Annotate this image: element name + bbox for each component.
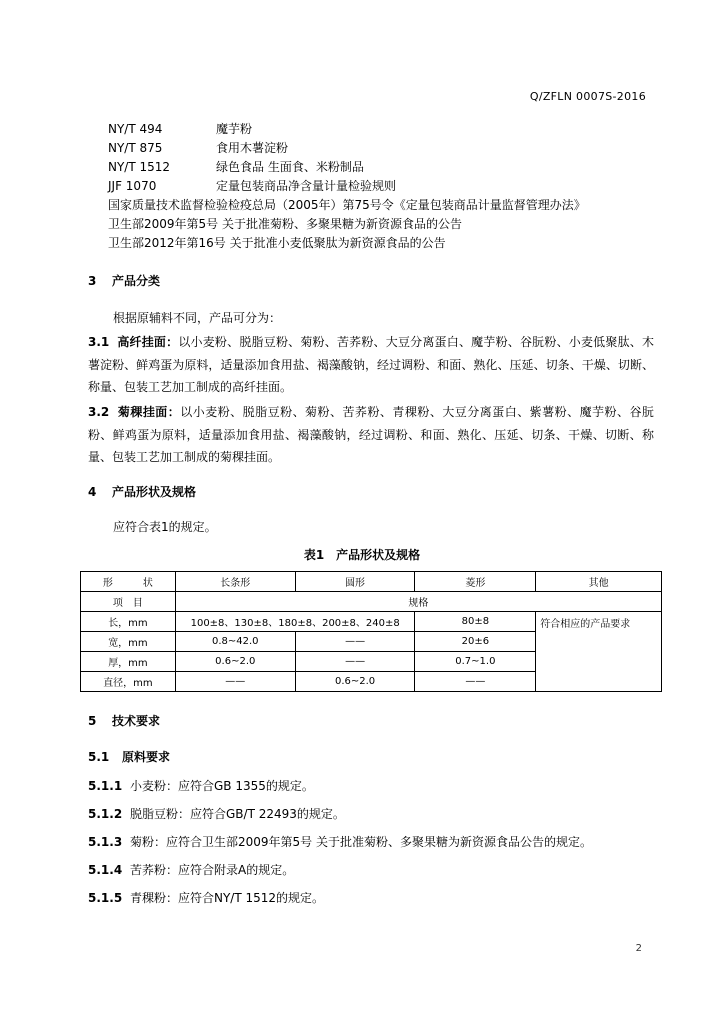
table-cell: 0.7~1.0 bbox=[415, 652, 536, 672]
table-row bbox=[81, 592, 662, 612]
section-heading: 3 产品分类 bbox=[88, 274, 161, 288]
clause-3-1: 3.1 高纤挂面：以小麦粉、脱脂豆粉、菊粉、苦荞粉、大豆分离蛋白、魔芋粉、谷朊粉、小麦低聚肽、木薯淀粉、鲜鸡蛋为原料，适量添加食用盐、褐藻酸钠，经过调粉、和面、熟化、压延、切条、干燥、切断、称量、包装工艺加工制成的高纤挂面。 bbox=[88, 335, 654, 394]
table-cell: —— bbox=[295, 632, 415, 652]
notice-line: 卫生部2009年第5号 关于批准菊粉、多聚果糖为新资源食品的公告 bbox=[108, 217, 462, 231]
clause-5-1-1: 5.1.1 小麦粉：应符合GB 1355的规定。 bbox=[88, 779, 314, 793]
table-cell: 厚，mm bbox=[81, 652, 176, 672]
table-cell: 形 状 bbox=[81, 572, 176, 592]
section-intro: 应符合表1的规定。 bbox=[113, 520, 217, 534]
clause-3-2: 3.2 菊稞挂面：以小麦粉、脱脂豆粉、菊粉、苦荞粉、青稞粉、大豆分离蛋白、紫薯粉、魔芋粉、谷朊粉、鲜鸡蛋为原料，适量添加食用盐、褐藻酸钠，经过调粉、和面、熟化、压延、切条、干燥、切断、称量、包装工艺加工制成的菊稞挂面。 bbox=[88, 405, 654, 464]
table-cell: 100±8、130±8、180±8、200±8、240±8 bbox=[175, 612, 415, 632]
reference-line: JJF 1070 定量包装商品净含量计量检验规则 bbox=[108, 179, 397, 193]
table-cell: —— bbox=[415, 672, 536, 692]
table-cell: 宽，mm bbox=[81, 632, 176, 652]
subsection-heading: 5.1 原料要求 bbox=[88, 750, 171, 764]
table-cell: 符合相应的产品要求 bbox=[536, 612, 662, 692]
table-cell: 80±8 bbox=[415, 612, 536, 632]
clause-5-1-5: 5.1.5 青稞粉：应符合NY/T 1512的规定。 bbox=[88, 891, 325, 905]
table-cell: —— bbox=[175, 672, 295, 692]
section-heading: 4 产品形状及规格 bbox=[88, 485, 197, 499]
table-caption: 表1 产品形状及规格 bbox=[303, 548, 421, 562]
table-cell: 直径，mm bbox=[81, 672, 176, 692]
clause-5-1-4: 5.1.4 苦荞粉：应符合附录A的规定。 bbox=[88, 863, 295, 877]
table-cell: 规格 bbox=[175, 592, 661, 612]
page-number: 2 bbox=[635, 943, 642, 954]
table-cell: 圆形 bbox=[295, 572, 415, 592]
section-intro: 根据原辅料不同，产品可分为： bbox=[113, 311, 282, 325]
table-cell: 长，mm bbox=[81, 612, 176, 632]
reference-line: NY/T 494 魔芋粉 bbox=[108, 122, 253, 136]
table-cell: 长条形 bbox=[175, 572, 295, 592]
reference-line: NY/T 1512 绿色食品 生面食、米粉制品 bbox=[108, 160, 364, 174]
reference-line: NY/T 875 食用木薯淀粉 bbox=[108, 141, 289, 155]
table-cell: 项 目 bbox=[81, 592, 176, 612]
clause-5-1-3: 5.1.3 菊粉：应符合卫生部2009年第5号 关于批准菊粉、多聚果糖为新资源食品公告的规定。 bbox=[88, 835, 592, 849]
table-cell: 0.6~2.0 bbox=[175, 652, 295, 672]
document-id: Q/ZFLN 0007S-2016 bbox=[529, 90, 646, 103]
table-cell: 0.6~2.0 bbox=[295, 672, 415, 692]
table-row bbox=[81, 612, 662, 632]
table-cell: —— bbox=[295, 652, 415, 672]
table-cell: 20±6 bbox=[415, 632, 536, 652]
table-cell: 菱形 bbox=[415, 572, 536, 592]
clause-5-1-2: 5.1.2 脱脂豆粉：应符合GB/T 22493的规定。 bbox=[88, 807, 345, 821]
table-cell: 0.8~42.0 bbox=[175, 632, 295, 652]
notice-line: 国家质量技术监督检验检疫总局（2005年）第75号令《定量包装商品计量监督管理办法》 bbox=[108, 198, 586, 212]
spec-table bbox=[80, 571, 662, 692]
notice-line: 卫生部2012年第16号 关于批准小麦低聚肽为新资源食品的公告 bbox=[108, 236, 446, 250]
table-row bbox=[81, 572, 662, 592]
table-cell: 其他 bbox=[536, 572, 662, 592]
section-heading: 5 技术要求 bbox=[88, 714, 161, 728]
